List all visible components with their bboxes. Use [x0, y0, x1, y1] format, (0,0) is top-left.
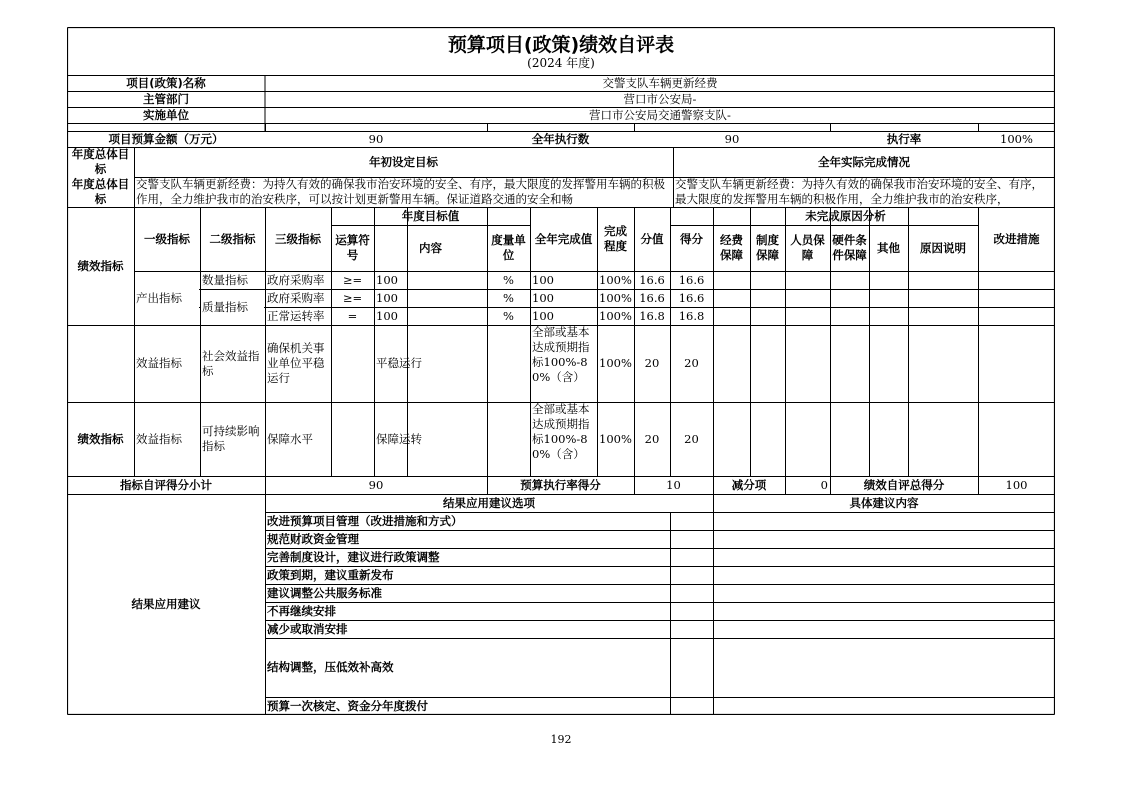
level3-cell: 正常运转率	[267, 308, 325, 323]
header-reason-other: 其他	[877, 240, 900, 255]
op-cell	[331, 402, 374, 476]
header-unit: 度量单位	[491, 233, 526, 262]
level3-cell: 保障水平	[267, 431, 313, 446]
suggestion-option: 规范财政资金管理	[267, 531, 359, 546]
unit-cell: %	[503, 272, 514, 287]
complete-cell: 100	[532, 308, 554, 323]
header-level1: 一级指标	[144, 231, 190, 246]
goal-label: 年度总体目标	[71, 177, 130, 206]
header-reason-note: 原因说明	[920, 240, 966, 255]
op-cell	[331, 325, 374, 402]
dept-label: 主管部门	[143, 91, 189, 106]
total-label: 绩效自评总得分	[863, 477, 945, 492]
score-value-cell: 20	[644, 356, 660, 370]
suggest-options-header: 结果应用建议选项	[443, 495, 535, 510]
header-reason-funding: 经费保障	[720, 233, 743, 262]
perf-label-1: 绩效指标	[77, 258, 124, 273]
suggestion-option: 不再继续安排	[267, 603, 336, 618]
subtotal-value: 90	[368, 477, 384, 492]
header-level2: 二级指标	[209, 231, 256, 246]
header-complete: 全年完成值	[534, 231, 593, 246]
goal-actual-header: 全年实际完成情况	[818, 154, 910, 169]
header-content: 内容	[419, 240, 442, 255]
content-cell: 保障运转	[376, 431, 422, 446]
goal-initial-header: 年初设定目标	[369, 154, 438, 169]
content-cell: 100	[376, 272, 398, 287]
suggest-detail-header: 具体建议内容	[849, 495, 919, 510]
level1-output: 产出指标	[136, 290, 182, 305]
header-degree: 完成程度	[604, 224, 627, 253]
rate-value: 100%	[1000, 131, 1033, 146]
level3-cell: 政府采购率	[267, 272, 325, 287]
page-subtitle: (2024 年度)	[527, 56, 595, 70]
suggestion-option: 政策到期，建议重新发布	[267, 567, 394, 582]
op-cell: =	[347, 308, 358, 323]
suggest-label: 结果应用建议	[131, 597, 201, 611]
score-value-cell: 16.8	[639, 308, 665, 323]
complete-cell: 100	[532, 290, 554, 305]
content-cell: 平稳运行	[376, 356, 422, 370]
deduct-value: 0	[820, 477, 828, 492]
degree-cell: 100%	[599, 308, 632, 323]
exec-score-value: 10	[666, 477, 681, 492]
score-cell: 16.6	[678, 290, 705, 305]
score-cell: 16.8	[678, 308, 705, 323]
header-reason-system: 制度保障	[756, 233, 779, 262]
degree-cell: 100%	[599, 290, 632, 305]
perf-label-2: 绩效指标	[77, 431, 124, 446]
goal-label-top: 年度总体目标	[71, 147, 130, 176]
goal-initial-text: 交警支队车辆更新经费：为持久有效的确保我市治安环境的安全、有序，最大限度的发挥警用车辆的积极作用，全力维护我市的治安秩序，可以按计划更新警用车辆。保证道路交通的安全和畅	[136, 177, 665, 206]
header-score: 得分	[680, 231, 703, 246]
level1-benefit: 效益指标	[136, 356, 182, 370]
total-value: 100	[1005, 477, 1028, 492]
suggestion-option: 建议调整公共服务标准	[267, 585, 382, 600]
header-level3: 三级指标	[275, 231, 321, 246]
project-name-label: 项目(政策)名称	[126, 75, 206, 90]
page-number: 192	[550, 733, 572, 746]
level1-benefit-2: 效益指标	[136, 431, 182, 446]
level2-cell: 数量指标	[202, 272, 248, 287]
budget-value: 90	[368, 131, 384, 146]
unit-cell	[487, 402, 530, 476]
unit-value: 营口市公安局交通警察支队-	[589, 107, 731, 122]
unit-label: 实施单位	[143, 107, 189, 122]
unit-cell: %	[503, 308, 514, 323]
score-value-cell: 20	[644, 431, 660, 446]
rate-label: 执行率	[886, 131, 922, 146]
level3-cell: 政府采购率	[267, 290, 325, 305]
header-score-value: 分值	[640, 231, 664, 246]
degree-cell: 100%	[599, 356, 632, 370]
executed-label: 全年执行数	[531, 131, 590, 146]
level2-cell: 质量指标	[202, 299, 248, 314]
page-title: 预算项目(政策)绩效自评表	[447, 34, 675, 56]
score-cell: 20	[684, 431, 699, 446]
level3-cell: 确保机关事业单位平稳运行	[267, 341, 325, 385]
suggestion-option: 减少或取消安排	[267, 621, 348, 636]
complete-cell: 全部或基本达成预期指标100%-80%（含）	[532, 325, 590, 384]
evaluation-table	[67, 27, 1055, 715]
header-improve: 改进措施	[993, 231, 1040, 246]
suggestion-option: 完善制度设计，建议进行政策调整	[267, 549, 440, 564]
unit-cell	[487, 325, 530, 402]
header-reason-hardware: 硬件条件保障	[832, 233, 867, 262]
complete-cell: 100	[532, 272, 554, 287]
budget-label: 项目预算金额（万元）	[108, 131, 224, 146]
level2-cell: 社会效益指标	[202, 348, 260, 378]
header-reason-group: 未完成原因分析	[805, 208, 886, 223]
subtotal-label: 指标自评得分小计	[120, 477, 212, 492]
content-cell: 100	[376, 290, 398, 305]
suggestion-option: 预算一次核定、资金分年度拨付	[267, 698, 428, 713]
goal-actual-text: 交警支队车辆更新经费：为持久有效的确保我市治安环境的安全、有序，最大限度的发挥警用车辆的积极作用，全力维护我市的治安秩序，	[675, 177, 1043, 206]
degree-cell: 100%	[599, 272, 632, 287]
op-cell: ≥=	[342, 272, 363, 287]
score-value-cell: 16.6	[639, 272, 665, 287]
header-target-group: 年度目标值	[401, 208, 460, 223]
level2-cell: 可持续影响指标	[202, 424, 260, 453]
exec-score-label: 预算执行率得分	[520, 477, 601, 492]
unit-cell: %	[503, 290, 514, 305]
header-op: 运算符号	[335, 233, 370, 262]
content-cell: 100	[376, 308, 398, 323]
score-value-cell: 16.6	[639, 290, 665, 305]
suggestion-option: 结构调整，压低效补高效	[267, 660, 394, 674]
op-cell: ≥=	[342, 290, 363, 305]
score-cell: 16.6	[678, 272, 705, 287]
suggestion-option: 改进预算项目管理（改进措施和方式）	[267, 513, 463, 528]
complete-cell: 全部或基本达成预期指标100%-80%（含）	[532, 402, 590, 461]
header-reason-staff: 人员保障	[790, 233, 825, 262]
degree-cell: 100%	[599, 431, 632, 446]
dept-value: 营口市公安局-	[623, 91, 697, 106]
score-cell: 20	[684, 356, 699, 370]
deduct-label: 减分项	[731, 477, 767, 492]
executed-value: 90	[724, 131, 740, 146]
project-name-value: 交警支队车辆更新经费	[602, 75, 718, 90]
